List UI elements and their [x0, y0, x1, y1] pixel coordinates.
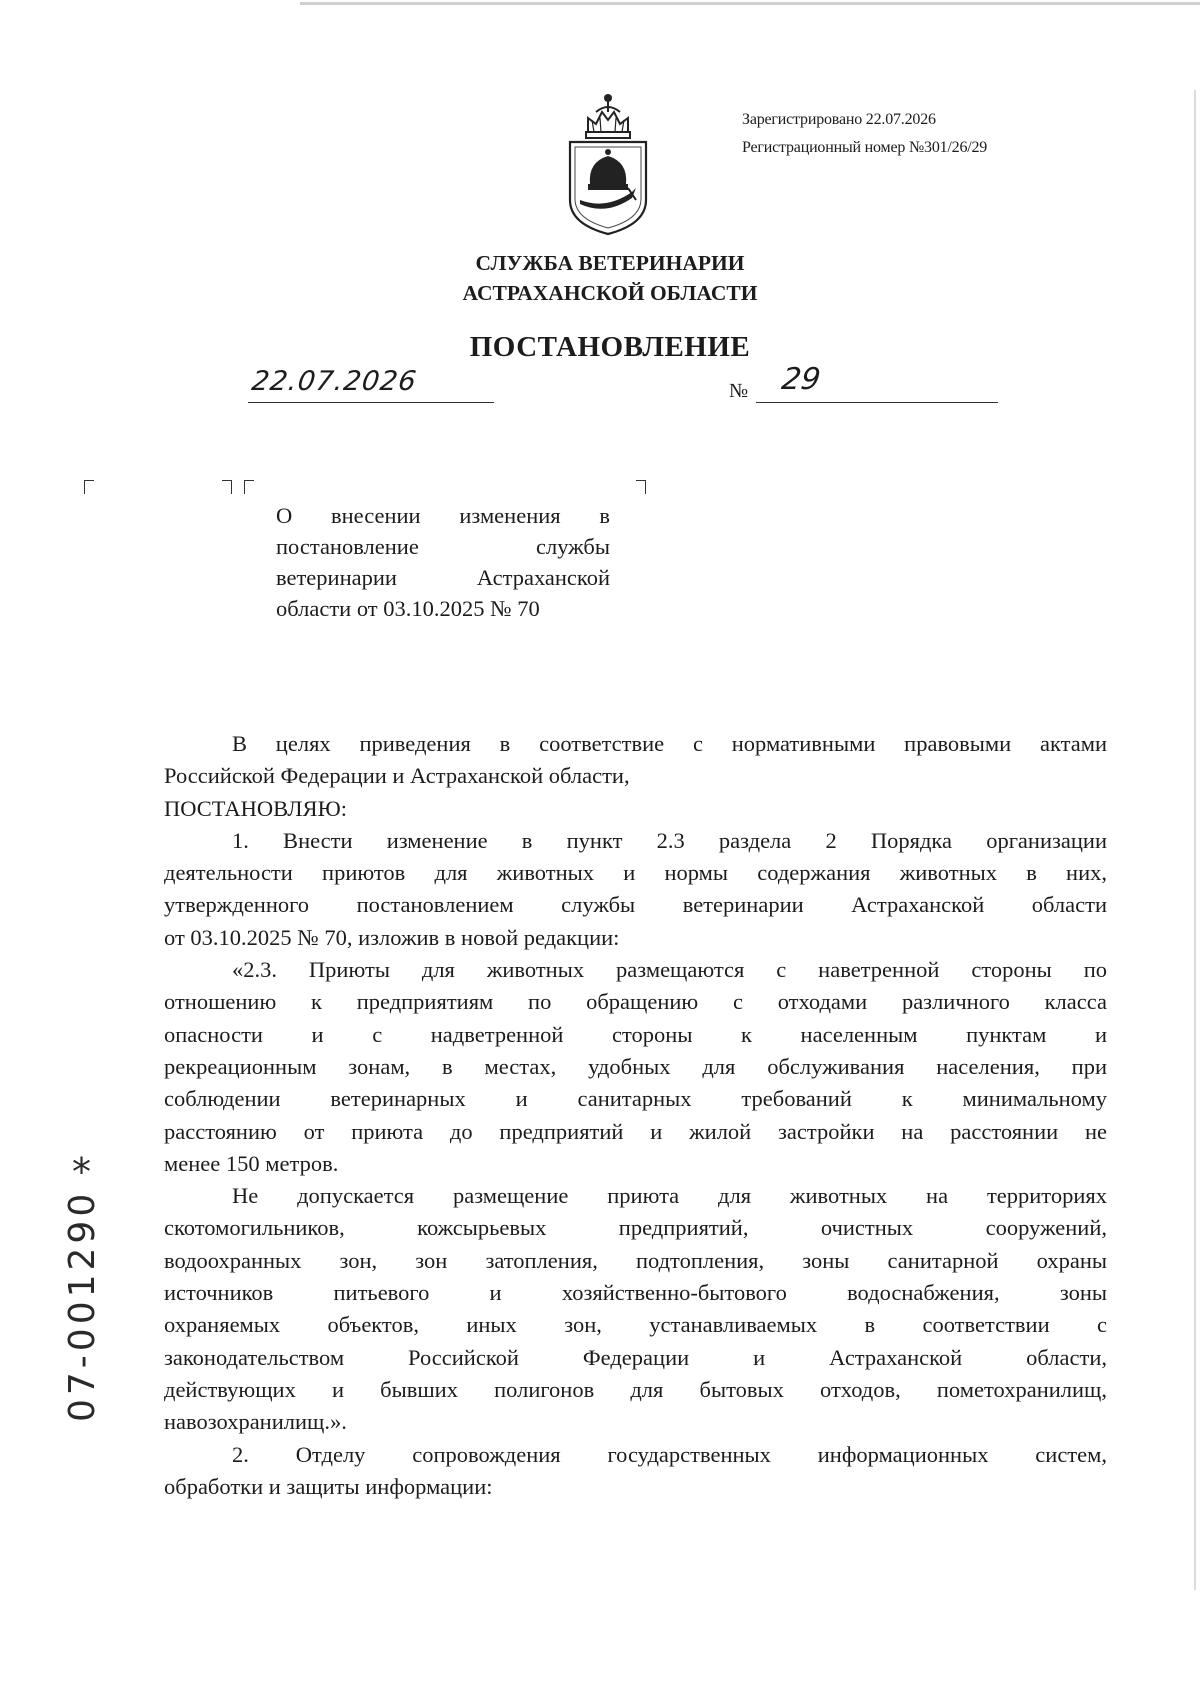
body-line: действующих и бывших полигонов для бытовых отходов, пометохранилищ,: [164, 1376, 1107, 1402]
body-line: законодательством Российской Федерации и Астраханской области,: [164, 1344, 1107, 1370]
coat-of-arms-emblem: [566, 88, 650, 238]
corner-bracket-mid-left: [244, 480, 254, 494]
number-label: №: [729, 380, 749, 402]
body-line: опасности и с надветренной стороны к населенным пунктам и: [164, 1021, 1107, 1047]
body-line: утвержденного постановлением службы ветеринарии Астраханской области: [164, 892, 1107, 918]
body-line: отношению к предприятиям по обращению с отходами различного класса: [164, 989, 1107, 1015]
body-line: водоохранных зон, зон затопления, подтопления, зоны санитарной охраны: [164, 1247, 1107, 1273]
asterisk-mark: *: [72, 1150, 91, 1194]
handwritten-date: 22.07.2026: [249, 366, 419, 397]
body-line: деятельности приютов для животных и нормы содержания животных в них,: [164, 860, 1107, 886]
body-line: ПОСТАНОВЛЯЮ:: [164, 795, 347, 821]
scan-edge-right: [1194, 90, 1196, 1590]
side-registration-number: 07-001290: [62, 1189, 103, 1422]
body-line: Не допускается размещение приюта для животных на территориях: [232, 1183, 1107, 1209]
registration-stamp: [742, 106, 987, 162]
corner-bracket-right: [636, 480, 646, 494]
body-line: рекреационным зонам, в местах, удобных для обслуживания населения, при: [164, 1053, 1107, 1079]
document-body: [164, 728, 1107, 1503]
corner-bracket-mid-right: [222, 480, 232, 494]
registration-number: Регистрационный номер №301/26/29: [742, 139, 988, 156]
subject-line: О внесении изменения в: [276, 503, 610, 528]
body-line: Российской Федерации и Астраханской области,: [164, 763, 630, 789]
organization-line: АСТРАХАНСКОЙ ОБЛАСТИ: [462, 281, 758, 305]
body-line: обработки и защиты информации:: [164, 1473, 493, 1499]
corner-bracket-left: [84, 480, 94, 494]
body-line: скотомогильников, кожсырьевых предприятий, очистных сооружений,: [164, 1215, 1107, 1241]
body-line: В целях приведения в соответствие с нормативными правовыми актами: [232, 731, 1107, 756]
document-number-field: [756, 364, 998, 403]
organization-name: [0, 248, 1200, 308]
body-line: охраняемых объектов, иных зон, устанавливаемых в соответствии с: [164, 1312, 1107, 1338]
body-line: источников питьевого и хозяйственно-бытового водоснабжения, зоны: [164, 1280, 1107, 1306]
body-line: «2.3. Приюты для животных размещаются с наветренной стороны по: [232, 957, 1107, 983]
document-subject: [276, 500, 610, 624]
registration-date: Зарегистрировано 22.07.2026: [742, 111, 936, 128]
body-line: соблюдении ветеринарных и санитарных требований к минимальному: [164, 1086, 1107, 1112]
document-date-field: [248, 366, 494, 403]
subject-line: постановление службы: [276, 534, 610, 559]
scan-edge-top: [300, 2, 1200, 5]
body-line: расстоянию от приюта до предприятий и жилой застройки на расстоянии не: [164, 1118, 1107, 1144]
body-line: от 03.10.2025 № 70, изложив в новой редакции:: [164, 924, 620, 950]
body-line: менее 150 метров.: [164, 1150, 339, 1176]
handwritten-number: 29: [779, 362, 823, 397]
document-type-title: ПОСТАНОВЛЕНИЕ: [469, 331, 751, 363]
body-line: навозохранилищ.».: [164, 1409, 347, 1435]
subject-line: области от 03.10.2025 № 70: [276, 596, 540, 621]
body-line: 1. Внести изменение в пункт 2.3 раздела 2 Порядка организации: [232, 827, 1107, 853]
body-line: 2. Отделу сопровождения государственных информационных систем,: [232, 1441, 1107, 1467]
organization-line: СЛУЖБА ВЕТЕРИНАРИИ: [475, 251, 745, 275]
subject-line: ветеринарии Астраханской: [276, 565, 610, 590]
